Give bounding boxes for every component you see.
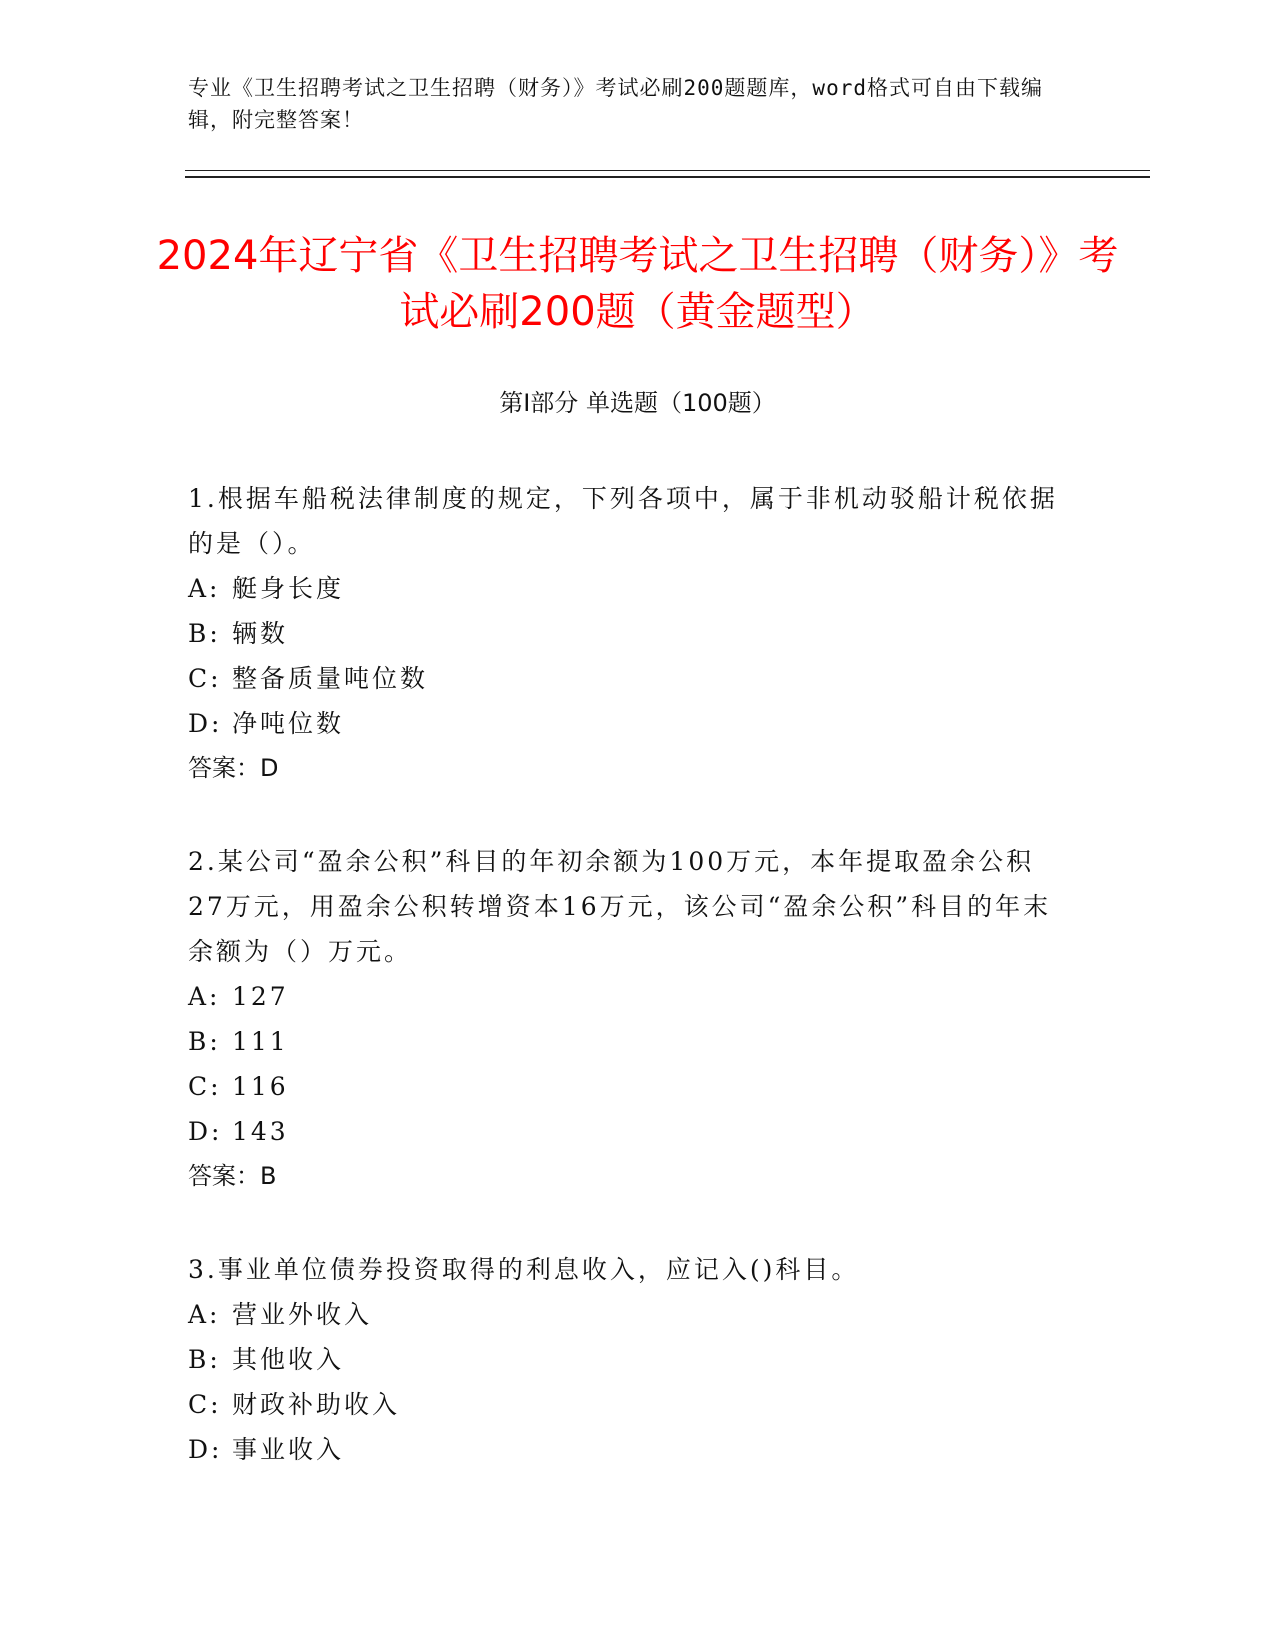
option-letter: C: — [188, 1072, 222, 1101]
option-d — [188, 1109, 1058, 1154]
option-text: 116 — [232, 1072, 289, 1101]
question-list — [188, 476, 1058, 1520]
option-a — [188, 1292, 1058, 1337]
header-rule-thick — [185, 176, 1150, 178]
answer-line: 答案：B — [188, 1162, 277, 1190]
question-stem: 1.根据车船税法律制度的规定，下列各项中，属于非机动驳船计税依据的是（）。 — [188, 484, 1058, 558]
option-text: 127 — [232, 982, 289, 1011]
option-b — [188, 611, 1058, 656]
document-title: 2024年辽宁省《卫生招聘考试之卫生招聘（财务）》考试必刷200题（黄金题型） — [156, 233, 1119, 335]
option-letter: C: — [188, 664, 222, 693]
option-d — [188, 701, 1058, 746]
question-item — [188, 1247, 1058, 1472]
option-d — [188, 1427, 1058, 1472]
option-letter: D: — [188, 1435, 223, 1464]
option-c — [188, 1382, 1058, 1427]
option-text: 营业外收入 — [232, 1300, 373, 1329]
option-text: 辆数 — [232, 619, 289, 648]
header-note: 专业《卫生招聘考试之卫生招聘（财务）》考试必刷200题题库，word格式可自由下载编辑，附完整答案！ — [188, 76, 1043, 132]
option-c — [188, 1064, 1058, 1109]
option-letter: B: — [188, 1345, 221, 1374]
option-text: 净吨位数 — [232, 709, 345, 738]
option-letter: D: — [188, 1117, 223, 1146]
option-text: 事业收入 — [232, 1435, 345, 1464]
option-text: 143 — [232, 1117, 289, 1146]
option-b — [188, 1337, 1058, 1382]
question-stem: 2.某公司“盈余公积”科目的年初余额为100万元，本年提取盈余公积27万元，用盈余公积转增资本16万元，该公司“盈余公积”科目的年末余额为（）万元。 — [188, 847, 1052, 966]
option-letter: C: — [188, 1390, 222, 1419]
option-text: 艇身长度 — [232, 574, 345, 603]
option-letter: A: — [188, 574, 221, 603]
option-a — [188, 974, 1058, 1019]
option-text: 111 — [232, 1027, 289, 1056]
question-stem: 3.事业单位债券投资取得的利息收入，应记入()科目。 — [188, 1255, 860, 1284]
option-text: 财政补助收入 — [232, 1390, 401, 1419]
section-heading: 第I部分 单选题（100题） — [499, 389, 776, 417]
option-letter: A: — [188, 1300, 221, 1329]
option-c — [188, 656, 1058, 701]
option-text: 整备质量吨位数 — [232, 664, 429, 693]
option-text: 其他收入 — [232, 1345, 345, 1374]
header-rule-thin — [185, 170, 1150, 171]
question-item — [188, 839, 1058, 1199]
option-b — [188, 1019, 1058, 1064]
option-letter: B: — [188, 1027, 221, 1056]
option-letter: A: — [188, 982, 221, 1011]
question-item — [188, 476, 1058, 791]
option-letter: D: — [188, 709, 223, 738]
option-a — [188, 566, 1058, 611]
option-letter: B: — [188, 619, 221, 648]
answer-line: 答案：D — [188, 754, 279, 782]
